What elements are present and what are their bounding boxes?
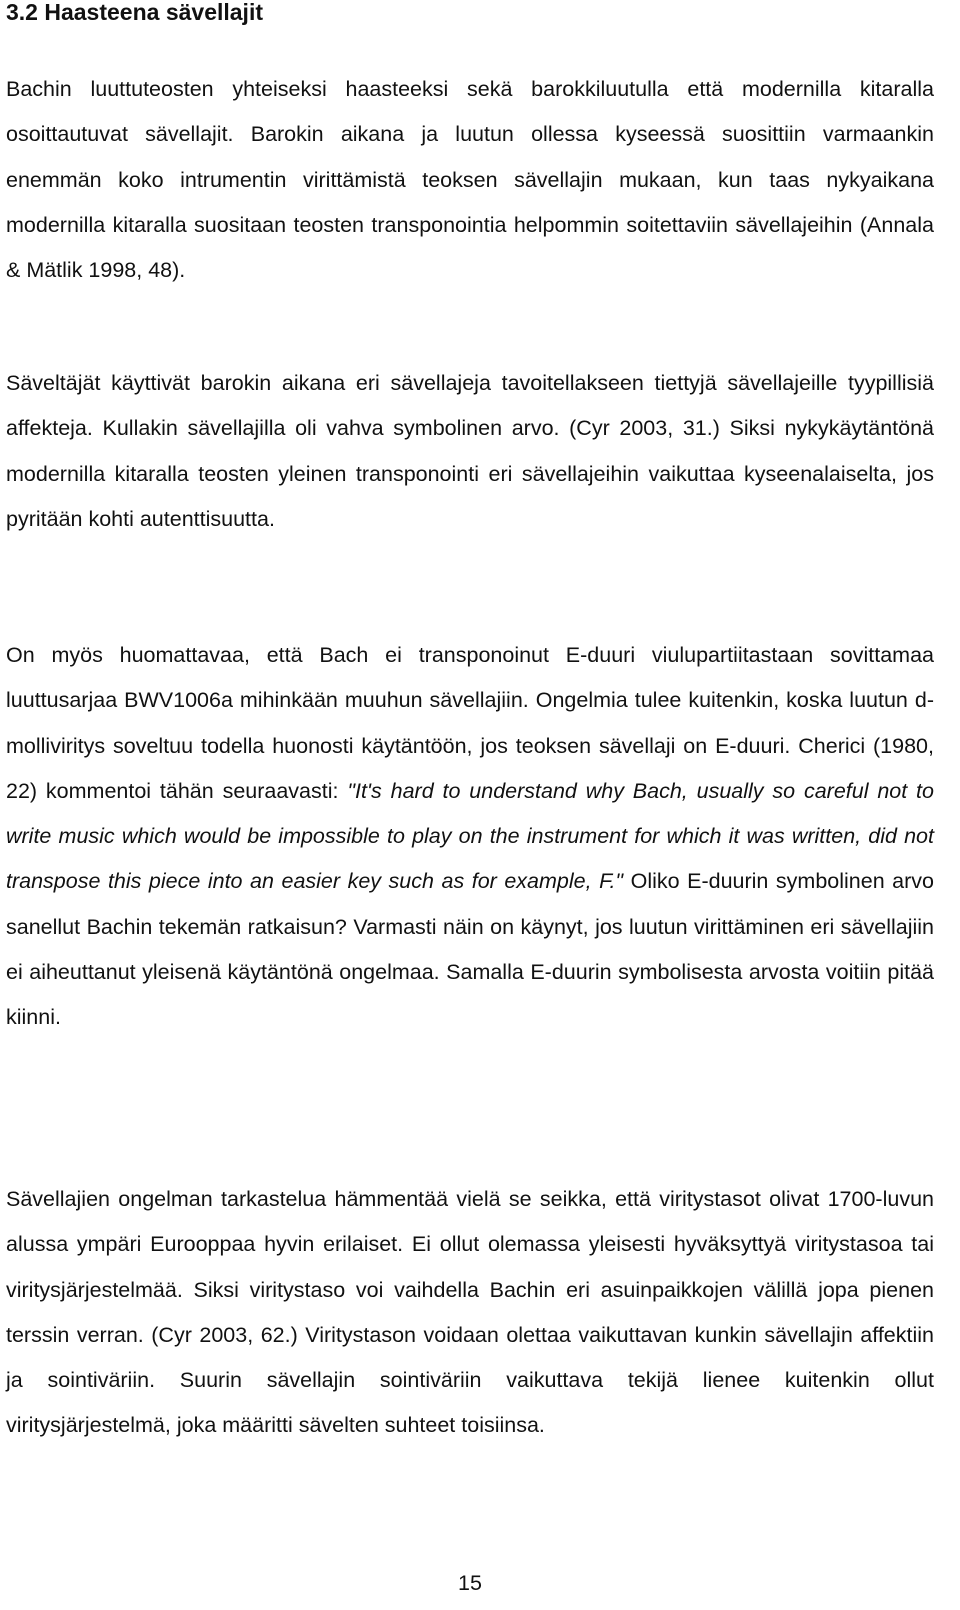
section-heading: 3.2 Haasteena sävellajit [6,0,263,25]
paragraph-2: Säveltäjät käyttivät barokin aikana eri sävellajeja tavoitellakseen tiettyjä sävellajeille tyypillisiä affekteja. Kullakin sävellajilla oli vahva symbolinen arvo. (Cyr 2003, 31.) Siksi nykykäytäntönä modernilla kitaralla teosten yleinen transponointi eri sävellajeihin vaikuttaa kyseenalaiselta, jos pyritään kohti autenttisuutta. [6,371,934,531]
paragraph-4: Sävellajien ongelman tarkastelua hämmentää vielä se seikka, että viritystasot olivat 1700-luvun alussa ympäri Eurooppaa hyvin erilaiset. Ei ollut olemassa yleisesti hyväksyttyä viritystasoa tai viritysjärjestelmää. Siksi viritystaso voi vaihdella Bachin eri asuinpaikkojen välillä jopa pienen terssin verran. (Cyr 2003, 62.) Viritystason voidaan olettaa vaikuttavan kunkin sävellajin affektiin ja sointiväriin. Suurin sävellajin sointiväriin vaikuttava tekijä lienee kuitenkin ollut viritysjärjestelmä, joka määritti sävelten suhteet toisiinsa. [6,1187,934,1438]
paragraph-3-conclusion: Oliko E-duurin symbolinen arvo sanellut Bachin tekemän ratkaisun? Varmasti näin on käynyt, jos luutun virittäminen eri sävellajiin ei aiheuttanut yleisenä käytäntönä ongelmaa. Samalla E-duurin symbolisesta arvosta voitiin pitää kiinni. [6,869,935,1030]
paragraph-1: Bachin luuttuteosten yhteiseksi haasteeksi sekä barokkiluutulla että modernilla kitaralla osoittautuvat sävellajit. Barokin aikana ja luutun ollessa kyseessä suosittiin varmaankin enemmän koko intrumentin virittämistä teoksen sävellajin mukaan, kun taas nykyaikana modernilla kitaralla suositaan teosten transponointia helpommin soitettaviin sävellajeihin (Annala & Mätlik 1998, 48). [6,77,934,283]
cherici-quote: "It's hard to understand why Bach, usually so careful not to write music which would be impossible to play on the instrument for which it was written, did not transpose this piece into an easier key such as for example, F." [6,778,934,894]
paragraph-3 [6,633,934,1041]
page-number: 15 [458,1571,482,1595]
paragraph-3-intro: On myös huomattavaa, että Bach ei transponoinut E-duuri viulupartiitastaan sovittamaa luuttusarjaa BWV1006a mihinkään muuhun sävellajiin. Ongelmia tulee kuitenkin, koska luutun d-molliviritys soveltuu todella huonosti käytäntöön, jos teoksen sävellaji on E-duuri. Cherici (1980, 22) kommentoi tähän seuraavasti: [6,643,934,803]
